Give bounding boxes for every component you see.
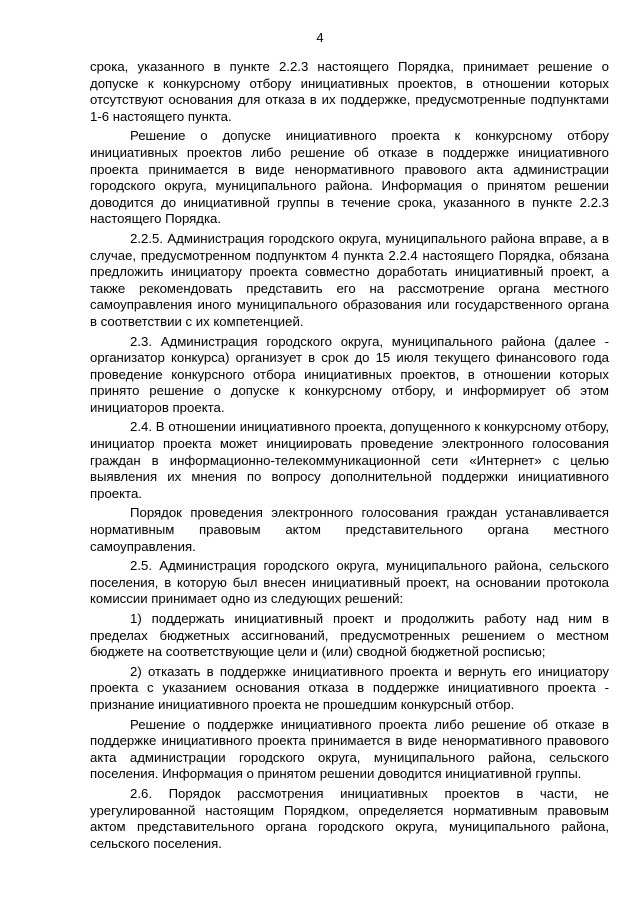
paragraph-continuation: срока, указанного в пункте 2.2.3 настоящего Порядка, принимает решение о допуске к конкурсному отбору инициативных проектов, в отношении которых отсутствуют основания для отказа в их поддержке, предусмотренные подпунктами 1-6 настоящего пункта. [90,59,609,124]
paragraph-option-1: 1) поддержать инициативный проект и продолжить работу над ним в пределах бюджетных ассигнований, предусмотренных решением о местном бюджете на соответствующие цели и (или) сводной бюджетной росписью; [90,611,609,660]
page-number: 4 [316,30,324,45]
paragraph-2-4: 2.4. В отношении инициативного проекта, допущенного к конкурсному отбору, инициатор проекта может инициировать проведение электронного голосования граждан в информационно-телекоммуникационной сети «Интернет» с целью выявления их мнения по вопросу дополнительной поддержки инициативного проекта. [90,419,609,501]
paragraph-2-6: 2.6. Порядок рассмотрения инициативных проектов в части, не урегулированной настоящим Порядком, определяется нормативным правовым актом представительного органа городского округа, муниципального района, сельского поселения. [90,785,609,851]
paragraph-2-5: 2.5. Администрация городского округа, муниципального района, сельского поселения, в которую был внесен инициативный проект, на основании протокола комиссии принимает одно из следующих решений: [90,558,609,607]
paragraph-option-2: 2) отказать в поддержке инициативного проекта и вернуть его инициатору проекта с указанием основания отказа в поддержке инициативного проекта - признание инициативного проекта не прошедшим конкурсный отбор. [90,663,609,712]
paragraph-2-3: 2.3. Администрация городского округа, муниципального района (далее - организатор конкурса) организует в срок до 15 июля текущего финансового года проведение конкурсного отбора инициативных проектов, в отношении которых принято решение о допуске к конкурсному отбору, и информирует об этом инициаторов проекта. [90,333,609,415]
paragraph-2-2-5: 2.2.5. Администрация городского округа, муниципального района вправе, а в случае, предусмотренном подпунктом 4 пункта 2.2.4 настоящего Порядка, обязана предложить инициатору проекта совместно доработать инициативный проект, а также рекомендовать представить его на рассмотрение органа местного самоуправления иного муниципального образования или государственного органа в соответствии с их компетенцией. [90,230,609,329]
paragraph-voting-procedure: Порядок проведения электронного голосования граждан устанавливается нормативным правовым актом представительного органа местного самоуправления. [90,505,609,554]
paragraph-admission-decision: Решение о допуске инициативного проекта к конкурсному отбору инициативных проектов либо решение об отказе в поддержке инициативного проекта принимается в виде ненормативного правового акта администрации городского округа, муниципального района. Информация о принятом решении доводится до инициативной группы в течение срока, указанного в пункте 2.2.3 настоящего Порядка. [90,128,609,227]
paragraph-support-decision: Решение о поддержке инициативного проекта либо решение об отказе в поддержке инициативного проекта принимается в виде ненормативного правового акта администрации городского округа, муниципального района, сельского поселения. Информация о принятом решении доводится инициативной группы. [90,716,609,782]
document-body [90,59,609,855]
